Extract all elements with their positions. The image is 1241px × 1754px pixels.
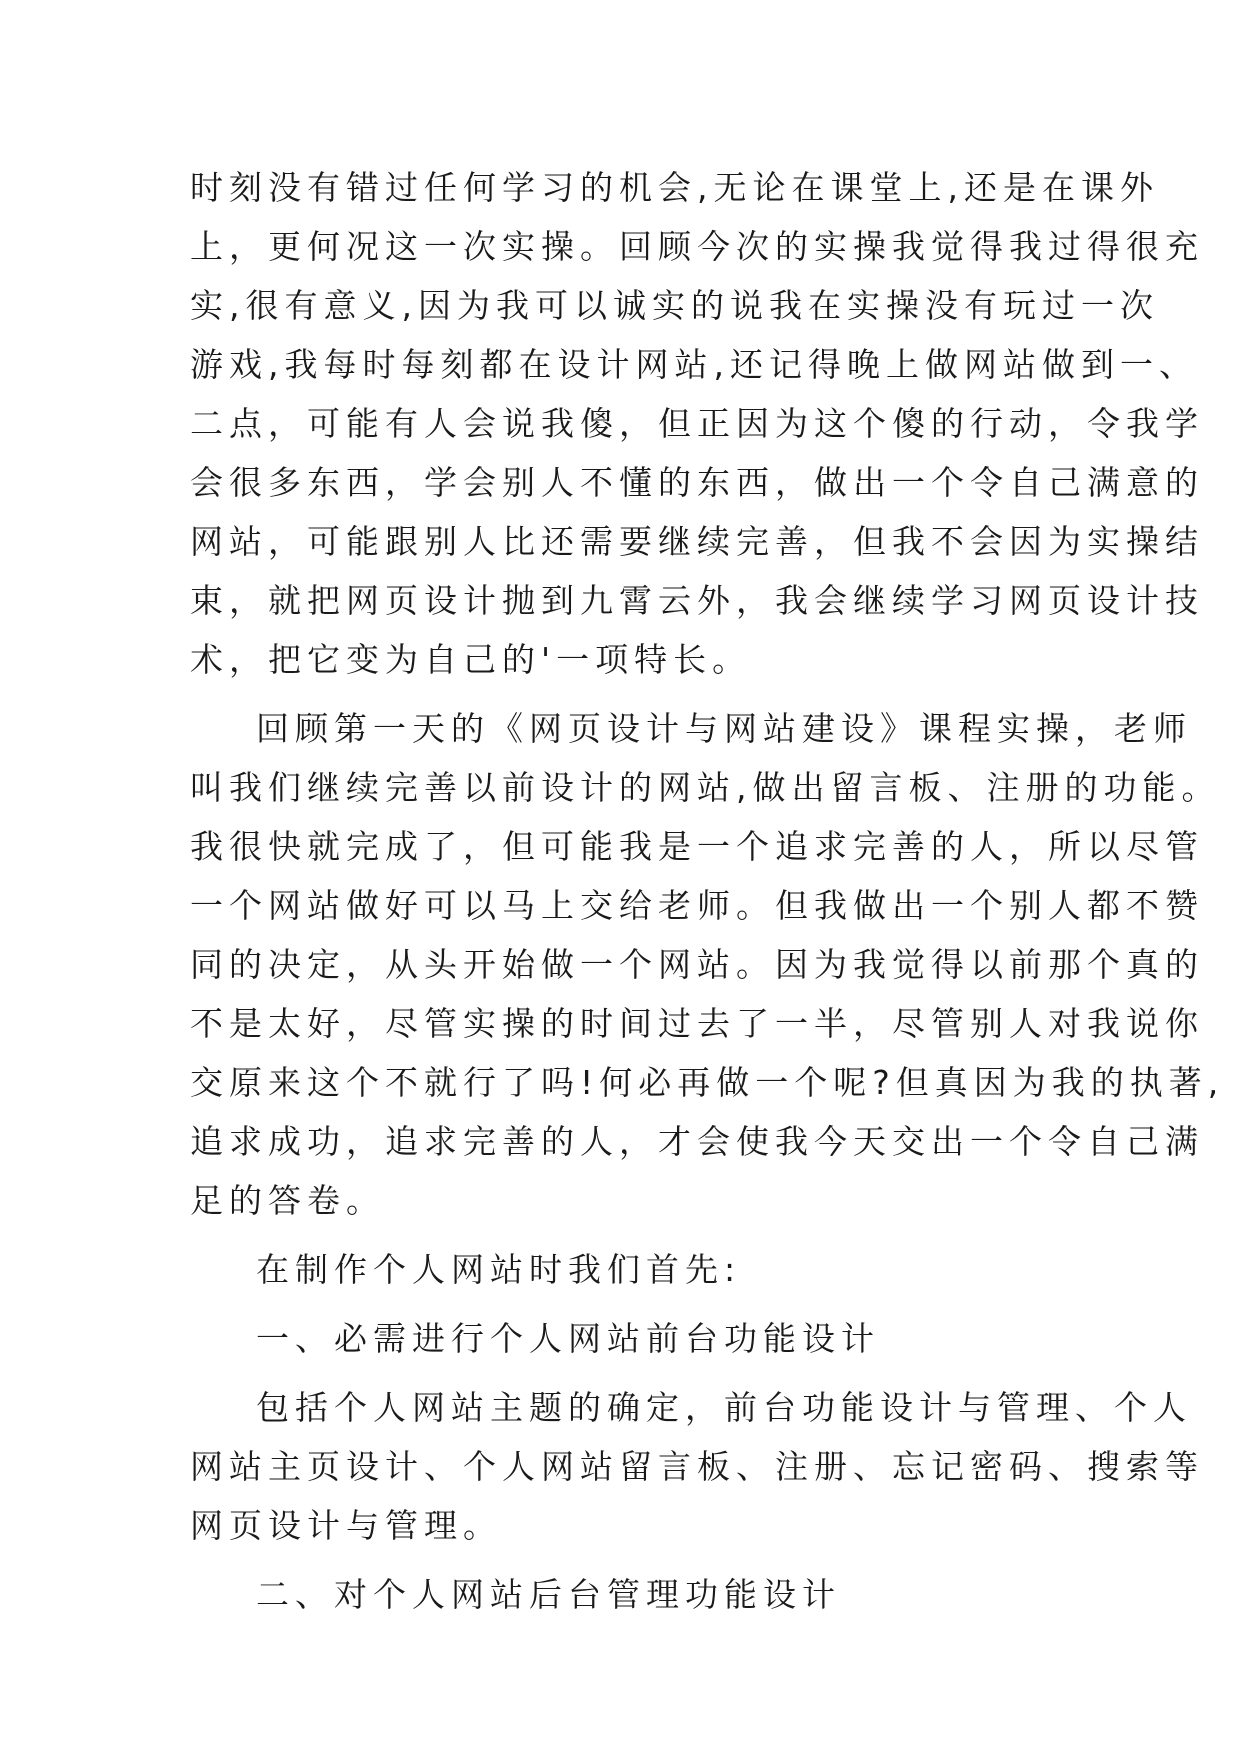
paragraph-2-line: 追求成功，追求完善的人，才会使我今天交出一个令自己满 (190, 1122, 1204, 1161)
paragraph-3 (190, 1240, 1060, 1299)
section-heading-1-text: 一、必需进行个人网站前台功能设计 (256, 1319, 880, 1358)
paragraph-1-line: 会很多东西，学会别人不懂的东西，做出一个令自己满意的 (190, 463, 1204, 502)
paragraph-3-line: 在制作个人网站时我们首先: (256, 1250, 742, 1289)
paragraph-2-line: 叫我们继续完善以前设计的网站,做出留言板、注册的功能。 (190, 768, 1221, 807)
paragraph-2-line: 回顾第一天的《网页设计与网站建设》课程实操，老师 (256, 709, 1192, 748)
section-heading-2 (190, 1565, 1060, 1624)
paragraph-1-line: 上，更何况这一次实操。回顾今次的实操我觉得我过得很充 (190, 227, 1204, 266)
paragraph-1-line: 游戏,我每时每刻都在设计网站,还记得晚上做网站做到一、 (190, 345, 1198, 384)
paragraph-1-line: 时刻没有错过任何学习的机会,无论在课堂上,还是在课外 (190, 168, 1159, 207)
paragraph-1-line: 术，把它变为自己的'一项特长。 (190, 640, 752, 679)
paragraph-4-line: 网站主页设计、个人网站留言板、注册、忘记密码、搜索等 (190, 1447, 1204, 1486)
paragraph-4-line: 包括个人网站主题的确定，前台功能设计与管理、个人 (256, 1388, 1192, 1427)
paragraph-2-line: 一个网站做好可以马上交给老师。但我做出一个别人都不赞 (190, 886, 1204, 925)
paragraph-1 (190, 158, 1204, 689)
paragraph-1-line: 束，就把网页设计抛到九霄云外，我会继续学习网页设计技 (190, 581, 1204, 620)
paragraph-4-line: 网页设计与管理。 (190, 1506, 502, 1545)
paragraph-2 (190, 699, 1225, 1230)
paragraph-1-line: 实,很有意义,因为我可以诚实的说我在实操没有玩过一次 (190, 286, 1159, 325)
section-heading-1 (190, 1309, 1060, 1368)
paragraph-2-line: 交原来这个不就行了吗!何必再做一个呢?但真因为我的执著, (190, 1063, 1225, 1102)
paragraph-4 (190, 1378, 1204, 1555)
paragraph-1-line: 二点，可能有人会说我傻，但正因为这个傻的行动，令我学 (190, 404, 1204, 443)
paragraph-2-line: 不是太好，尽管实操的时间过去了一半，尽管别人对我说你 (190, 1004, 1204, 1043)
document-body (190, 158, 1225, 1624)
paragraph-2-line: 同的决定，从头开始做一个网站。因为我觉得以前那个真的 (190, 945, 1204, 984)
paragraph-2-line: 我很快就完成了，但可能我是一个追求完善的人，所以尽管 (190, 827, 1204, 866)
section-heading-2-text: 二、对个人网站后台管理功能设计 (256, 1575, 841, 1614)
paragraph-2-line: 足的答卷。 (190, 1181, 385, 1220)
paragraph-1-line: 网站，可能跟别人比还需要继续完善，但我不会因为实操结 (190, 522, 1204, 561)
